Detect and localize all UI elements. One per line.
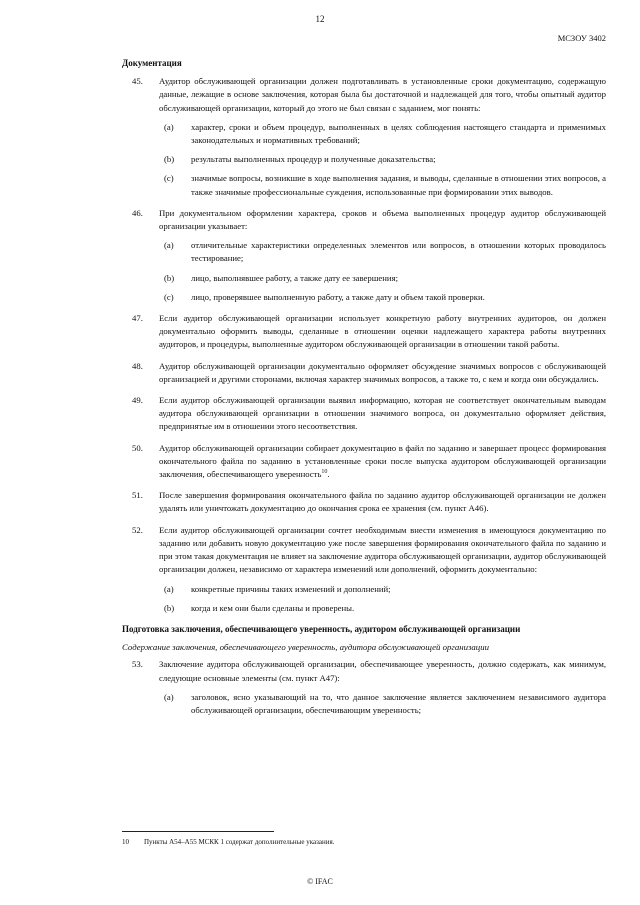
paragraph-46 [122, 207, 606, 304]
paragraph-number: 49. [132, 395, 143, 406]
page-footer: © IFAC [307, 877, 333, 886]
paragraph-number: 50. [132, 442, 143, 453]
paragraph-number: 45. [132, 76, 143, 87]
paragraph-53 [122, 658, 606, 717]
footnote-reference[interactable]: 10 [321, 469, 328, 476]
subitem-list [159, 239, 606, 304]
list-item [159, 272, 606, 285]
item-letter: (c) [164, 291, 174, 302]
subitem-list [159, 583, 606, 615]
item-letter: (b) [164, 272, 175, 283]
paragraph-45 [122, 75, 606, 199]
footnote [122, 838, 602, 847]
footnote-text: Пункты А54–А55 МСКК 1 содержат дополнительные указания. [144, 838, 335, 846]
item-letter: (a) [164, 691, 174, 702]
paragraph-text: Если аудитор обслуживающей организации использует конкретную работу внутренних аудиторов, он должен документально оформить выводы, сделанные в отношении оценки надлежащего характера работы внутренних аудиторов, и процедуры, выполненные аудитором обслуживающей организации в отношении такой работы. [159, 313, 606, 350]
list-item [159, 602, 606, 615]
list-item [159, 239, 606, 265]
paragraph-text: Если аудитор обслуживающей организации выявил информацию, которая не соответствует окончательным выводам аудитора обслуживающей организации в отношении значимого вопроса, он документально оформляет действия, предпринятые им в отношении этого несоответствия. [159, 395, 606, 432]
item-text: результаты выполненных процедур и полученные доказательства; [191, 154, 436, 165]
list-item [159, 172, 606, 198]
paragraph-48 [122, 360, 606, 386]
main-content [122, 57, 606, 725]
paragraph-49 [122, 394, 606, 434]
paragraph-51 [122, 489, 606, 515]
paragraph-number: 47. [132, 313, 143, 324]
page-number: 12 [315, 14, 325, 24]
paragraph-number: 46. [132, 207, 143, 218]
item-text: заголовок, ясно указывающий на то, что данное заключение является заключением независимого аудитора обслуживающей организации, обеспечивающим уверенность; [191, 691, 606, 715]
list-item [159, 121, 606, 147]
list-item [159, 291, 606, 304]
paragraph-50 [122, 442, 606, 482]
item-text: значимые вопросы, возникшие в ходе выполнения задания, и выводы, сделанные в отношении этих вопросов, а также значимые профессиональные суждения, использованные при формировании этих выводов. [191, 173, 606, 197]
paragraph-text: Заключение аудитора обслуживающей организации, обеспечивающее уверенность, должно содержать, как минимум, следующие основные элементы (см. пункт А47): [159, 659, 606, 683]
item-letter: (a) [164, 240, 174, 251]
item-text: лицо, проверявшее выполненную работу, а также дату и объем такой проверки. [191, 291, 485, 302]
paragraph-text: Аудитор обслуживающей организации должен подготавливать в установленные сроки документацию, содержащую данные, лежащие в основе заключения, которая была бы достаточной и надлежащей для того, чтобы опытный аудитор обслуживающей организации, который до этого не был связан с заданием, мог понять: [159, 76, 606, 113]
item-text: конкретные причины таких изменений и дополнений; [191, 583, 391, 594]
list-item [159, 691, 606, 717]
subitem-list [159, 691, 606, 717]
paragraph-number: 53. [132, 659, 143, 670]
subsection-heading: Содержание заключения, обеспечивающего уверенность, аудитора обслуживающей организации [122, 642, 490, 653]
section-heading-report: Подготовка заключения, обеспечивающего уверенность, аудитором обслуживающей организации [122, 623, 521, 634]
item-text: лицо, выполнявшее работу, а также дату ее завершения; [191, 272, 398, 283]
paragraph-text: Аудитор обслуживающей организации документально оформляет обсуждение значимых вопросов с обслуживающей организацией и другими сторонами, включая характер значимых вопросов, а также то, с кем и когда они обсуждались. [159, 360, 606, 384]
paragraph-end: . [327, 469, 330, 480]
paragraph-number: 48. [132, 360, 143, 371]
paragraph-text: После завершения формирования окончательного файла по заданию аудитор обслуживающей организации не должен удалять или уничтожать документацию до окончания срока ее хранения (см. пункт А46). [159, 490, 606, 514]
section-heading-documentation: Документация [122, 58, 182, 68]
footnote-divider [122, 831, 274, 832]
subitem-list [159, 121, 606, 199]
paragraph-text [159, 442, 606, 482]
paragraph-52 [122, 524, 606, 615]
footnote-number: 10 [122, 838, 129, 846]
paragraph-text: Если аудитор обслуживающей организации сочтет необходимым внести изменения в имеющуюся документацию по заданию или добавить новую документацию уже после завершения формирования окончательного файла по заданию и при этом такая документация не влияет на заключение аудитора обслуживающей организации, аудитор обслуживающей организации должен, независимо от характера изменений или дополнений, оформить документально: [159, 524, 606, 575]
list-item [159, 153, 606, 166]
item-text: когда и кем они были сделаны и проверены. [191, 602, 355, 613]
list-item [159, 583, 606, 596]
paragraph-text: При документальном оформлении характера, сроков и объема выполненных процедур аудитор обслуживающей организации указывает: [159, 207, 606, 232]
item-text: характер, сроки и объем процедур, выполненных в целях соблюдения настоящего стандарта и применимых законодательных и нормативных требований; [191, 121, 606, 146]
item-letter: (c) [164, 173, 174, 184]
document-code: МСЗОУ 3402 [557, 33, 606, 43]
paragraph-body: Аудитор обслуживающей организации собирает документацию в файл по заданию и завершает процесс формирования окончательного файла по заданию в установленные сроки после выпуска аудитором обслуживающей организации заключения, обеспечивающего уверенность [159, 442, 606, 480]
paragraph-number: 51. [132, 490, 143, 501]
item-letter: (b) [164, 602, 175, 613]
paragraph-number: 52. [132, 524, 143, 535]
paragraph-47 [122, 312, 606, 352]
item-letter: (b) [164, 154, 175, 165]
item-letter: (a) [164, 121, 174, 132]
item-text: отличительные характеристики определенных элементов или вопросов, в отношении которых проводилось тестирование; [191, 240, 606, 264]
item-letter: (a) [164, 583, 174, 594]
